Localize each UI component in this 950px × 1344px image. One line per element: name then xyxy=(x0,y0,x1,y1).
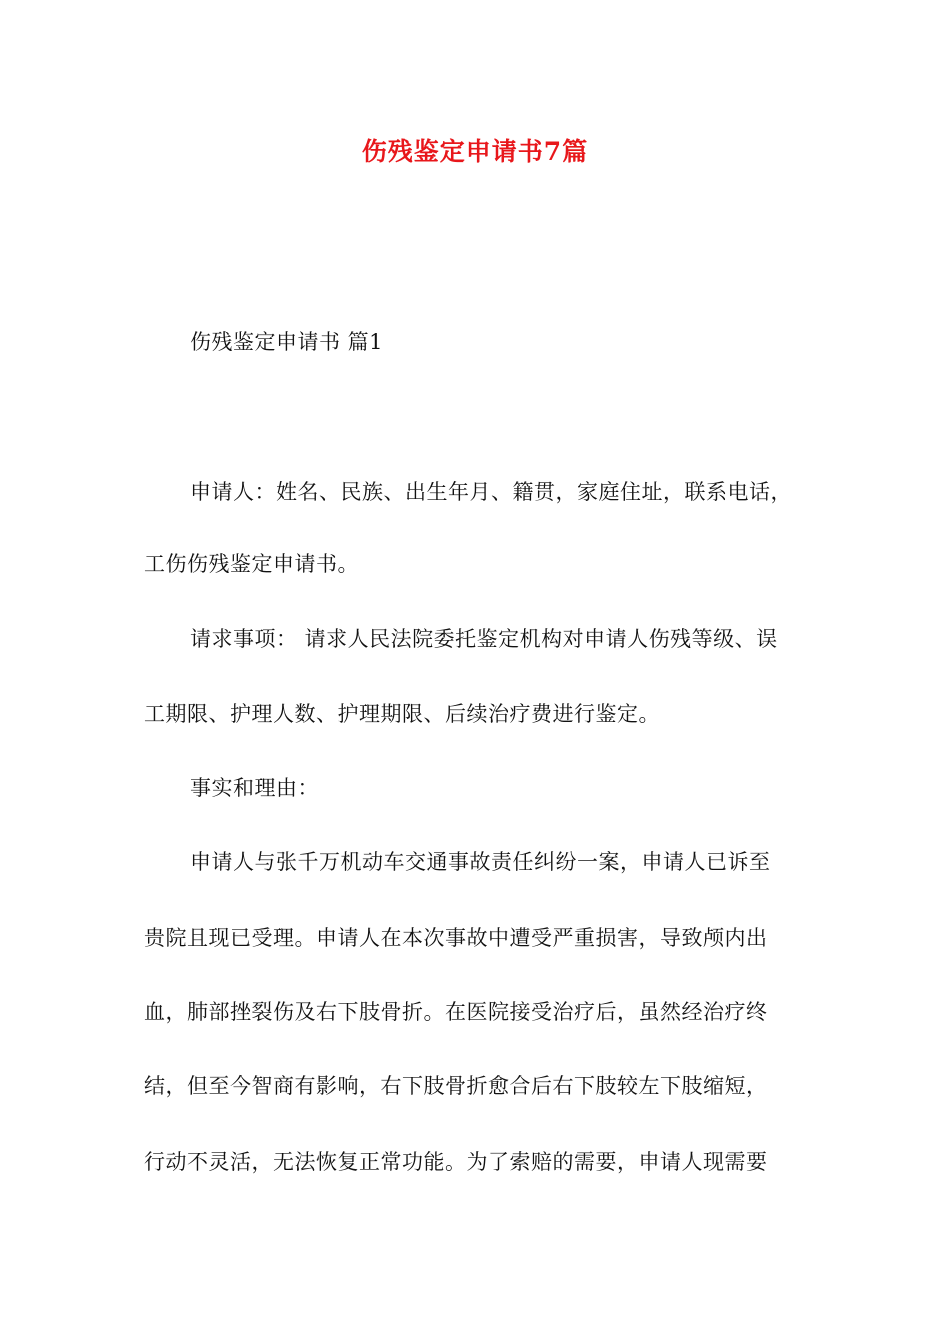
body-line: 血，肺部挫裂伤及右下肢骨折。在医院接受治疗后，虽然经治疗终 xyxy=(144,1000,768,1024)
body-line: 申请人：姓名、民族、出生年月、籍贯，家庭住址，联系电话， xyxy=(190,480,792,504)
section-heading: 伤残鉴定申请书 篇1 xyxy=(190,330,384,354)
body-line: 工期限、护理人数、护理期限、后续治疗费进行鉴定。 xyxy=(144,702,660,726)
document-title: 伤残鉴定申请书7篇 xyxy=(361,137,589,166)
body-line: 结，但至今智商有影响，右下肢骨折愈合后右下肢较左下肢缩短， xyxy=(144,1074,768,1098)
body-line: 行动不灵活，无法恢复正常功能。为了索赔的需要，申请人现需要 xyxy=(144,1150,768,1174)
body-line: 贵院且现已受理。申请人在本次事故中遭受严重损害，导致颅内出 xyxy=(144,926,768,950)
body-line: 工伤伤残鉴定申请书。 xyxy=(144,552,359,576)
body-line: 事实和理由： xyxy=(190,776,319,800)
body-line: 请求事项： 请求人民法院委托鉴定机构对申请人伤残等级、误 xyxy=(190,627,778,651)
body-line: 申请人与张千万机动车交通事故责任纠纷一案，申请人已诉至 xyxy=(190,850,771,874)
